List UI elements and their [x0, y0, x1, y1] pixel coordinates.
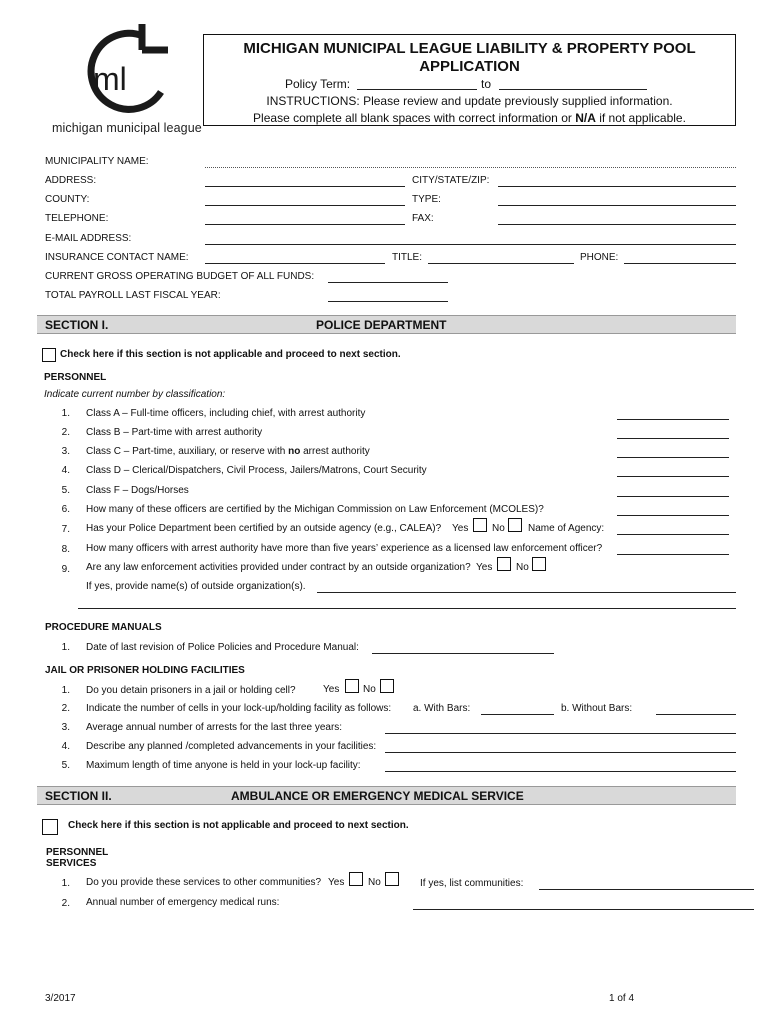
section-2-services-heading: SERVICES — [46, 858, 97, 869]
outside-org-field[interactable] — [317, 592, 736, 593]
calea-label: Has your Police Department been certified by an outside agency (e.g., CALEA)? — [86, 523, 442, 534]
section-1-label: SECTION I. — [45, 318, 109, 332]
section-2-title: AMBULANCE OR EMERGENCY MEDICAL SERVICE — [231, 789, 524, 803]
item-number: 3. — [61, 446, 70, 457]
experience-field[interactable] — [617, 554, 729, 555]
advancements-field[interactable] — [385, 752, 736, 753]
instructions-1: INSTRUCTIONS: Please review and update previously supplied information. — [266, 94, 673, 108]
detain-yes-label: Yes — [323, 684, 340, 695]
payroll-label: TOTAL PAYROLL LAST FISCAL YEAR: — [45, 290, 221, 301]
logo-name: michigan municipal league — [52, 121, 202, 135]
payroll-field[interactable] — [328, 301, 448, 302]
class-a-label: Class A – Full-time officers, including chief, with arrest authority — [86, 408, 366, 419]
type-label: TYPE: — [412, 194, 441, 205]
contract-yes-checkbox[interactable] — [497, 557, 511, 571]
outside-org-field-2[interactable] — [78, 608, 736, 609]
item-number: 7. — [61, 524, 70, 535]
type-field[interactable] — [498, 205, 736, 206]
calea-no-label: No — [492, 523, 505, 534]
county-label: COUNTY: — [45, 194, 90, 205]
instructions-na: N/A — [575, 111, 596, 125]
section-2-header — [37, 786, 736, 805]
instructions-2a: Please complete all blank spaces with correct information or — [253, 111, 576, 125]
section-2-label: SECTION II. — [45, 789, 112, 803]
class-f-field[interactable] — [617, 496, 729, 497]
contract-no-label: No — [516, 562, 529, 573]
arrests-label: Average annual number of arrests for the last three years: — [86, 722, 343, 733]
telephone-label: TELEPHONE: — [45, 213, 109, 224]
without-bars-field[interactable] — [656, 714, 736, 715]
advancements-label: Describe any planned /completed advancements in your facilities: — [86, 741, 377, 752]
instructions-2c: if not applicable. — [595, 111, 686, 125]
municipality-field[interactable] — [205, 167, 736, 168]
other-communities-no-checkbox[interactable] — [385, 872, 399, 886]
logo-mark-text: ml — [93, 61, 127, 97]
item-number: 9. — [61, 564, 70, 575]
form-title: MICHIGAN MUNICIPAL LEAGUE LIABILITY & PROPERTY POOL — [243, 40, 696, 57]
item-number: 1. — [61, 878, 70, 889]
procedure-revision-field[interactable] — [372, 653, 554, 654]
item-number: 5. — [61, 485, 70, 496]
detain-no-label: No — [363, 684, 376, 695]
class-d-label: Class D – Clerical/Dispatchers, Civil Process, Jailers/Matrons, Court Security — [86, 465, 427, 476]
section-1-na-label: Check here if this section is not applicable and proceed to next section. — [60, 349, 401, 360]
class-b-field[interactable] — [617, 438, 729, 439]
class-a-field[interactable] — [617, 419, 729, 420]
arrests-field[interactable] — [385, 733, 736, 734]
telephone-field[interactable] — [205, 224, 405, 225]
contract-no-checkbox[interactable] — [532, 557, 546, 571]
form-title-2: APPLICATION — [419, 58, 520, 75]
class-f-label: Class F – Dogs/Horses — [86, 485, 189, 496]
item-number: 2. — [61, 703, 70, 714]
item-number: 1. — [61, 685, 70, 696]
item-number: 2. — [61, 898, 70, 909]
outside-org-label: If yes, provide name(s) of outside organization(s). — [86, 581, 306, 592]
email-label: E-MAIL ADDRESS: — [45, 233, 132, 244]
experience-label: How many officers with arrest authority have more than five years’ experience as a licensed law enforcement officer? — [86, 543, 603, 554]
footer-page: 1 of 4 — [609, 993, 635, 1004]
class-c-no: no — [288, 446, 301, 457]
mml-logo-icon — [40, 20, 200, 136]
other-communities-no-label: No — [368, 877, 381, 888]
city-field[interactable] — [498, 186, 736, 187]
address-label: ADDRESS: — [45, 175, 97, 186]
logo — [40, 20, 200, 136]
personnel-heading: PERSONNEL — [44, 372, 107, 383]
cells-label: Indicate the number of cells in your lock-up/holding facility as follows: — [86, 703, 392, 714]
instructions-2 — [203, 111, 736, 125]
insurance-contact-label: INSURANCE CONTACT NAME: — [45, 252, 189, 263]
class-b-label: Class B – Part-time with arrest authority — [86, 427, 263, 438]
contract-label: Are any law enforcement activities provided under contract by an outside organization? — [86, 562, 471, 573]
class-c-text-a: Class C – Part-time, auxiliary, or reserve with — [86, 446, 289, 457]
section-1-na-checkbox[interactable] — [42, 348, 56, 362]
address-field[interactable] — [205, 186, 405, 187]
section-2-na-checkbox[interactable] — [42, 819, 58, 835]
agency-name-field[interactable] — [617, 534, 729, 535]
policy-term-to: to — [481, 77, 492, 91]
item-number: 1. — [61, 408, 70, 419]
max-held-label: Maximum length of time anyone is held in your lock-up facility: — [86, 760, 361, 771]
phone-field[interactable] — [624, 263, 736, 264]
fax-label: FAX: — [412, 213, 434, 224]
calea-yes-checkbox[interactable] — [473, 518, 487, 532]
with-bars-field[interactable] — [481, 714, 554, 715]
budget-field[interactable] — [328, 282, 448, 283]
detain-no-checkbox[interactable] — [380, 679, 394, 693]
county-field[interactable] — [205, 205, 405, 206]
item-number: 2. — [61, 427, 70, 438]
medical-runs-label: Annual number of emergency medical runs: — [86, 897, 280, 908]
with-bars-label: a. With Bars: — [413, 703, 471, 714]
class-d-field[interactable] — [617, 476, 729, 477]
title-field[interactable] — [428, 263, 574, 264]
mcoles-label: How many of these officers are certified by the Michigan Commission on Law Enforcement (MCOLES)? — [86, 504, 544, 515]
mcoles-field[interactable] — [617, 515, 729, 516]
other-communities-yes-checkbox[interactable] — [349, 872, 363, 886]
item-number: 1. — [61, 642, 70, 653]
section-2-personnel-heading: PERSONNEL — [46, 847, 109, 858]
section-2-na-label: Check here if this section is not applicable and proceed to next section. — [68, 820, 409, 831]
city-label: CITY/STATE/ZIP: — [412, 175, 490, 186]
agency-name-label: Name of Agency: — [528, 523, 605, 534]
footer-date: 3/2017 — [45, 993, 76, 1004]
fax-field[interactable] — [498, 224, 736, 225]
list-communities-field[interactable] — [539, 889, 754, 890]
insurance-contact-field[interactable] — [205, 263, 385, 264]
calea-no-checkbox[interactable] — [508, 518, 522, 532]
item-number: 3. — [61, 722, 70, 733]
detain-yes-checkbox[interactable] — [345, 679, 359, 693]
item-number: 8. — [61, 544, 70, 555]
policy-term-label: Policy Term: — [285, 77, 351, 91]
calea-yes-label: Yes — [452, 523, 469, 534]
title-label: TITLE: — [392, 252, 423, 263]
other-communities-yes-label: Yes — [328, 877, 345, 888]
jail-heading: JAIL OR PRISONER HOLDING FACILITIES — [45, 665, 245, 676]
class-c-label — [86, 446, 370, 457]
class-c-field[interactable] — [617, 457, 729, 458]
item-number: 4. — [61, 465, 70, 476]
other-communities-label: Do you provide these services to other communities? — [86, 877, 322, 888]
phone-label: PHONE: — [580, 252, 619, 263]
procedure-heading: PROCEDURE MANUALS — [45, 622, 162, 633]
class-c-text-c: arrest authority — [300, 446, 370, 457]
medical-runs-field[interactable] — [413, 909, 754, 910]
section-1-header — [37, 315, 736, 334]
indicate-text: Indicate current number by classification: — [44, 389, 226, 400]
item-number: 4. — [61, 741, 70, 752]
list-communities-label: If yes, list communities: — [420, 878, 524, 889]
municipality-label: MUNICIPALITY NAME: — [45, 156, 149, 167]
policy-term-start-field[interactable] — [357, 89, 477, 90]
item-number: 6. — [61, 504, 70, 515]
policy-term-end-field[interactable] — [499, 89, 647, 90]
email-field[interactable] — [205, 244, 736, 245]
detain-label: Do you detain prisoners in a jail or holding cell? — [86, 685, 296, 696]
procedure-revision-label: Date of last revision of Police Policies and Procedure Manual: — [86, 642, 359, 653]
max-held-field[interactable] — [385, 771, 736, 772]
budget-label: CURRENT GROSS OPERATING BUDGET OF ALL FUNDS: — [45, 271, 315, 282]
contract-yes-label: Yes — [476, 562, 493, 573]
item-number: 5. — [61, 760, 70, 771]
without-bars-label: b. Without Bars: — [561, 703, 633, 714]
section-1-title: POLICE DEPARTMENT — [316, 318, 447, 332]
